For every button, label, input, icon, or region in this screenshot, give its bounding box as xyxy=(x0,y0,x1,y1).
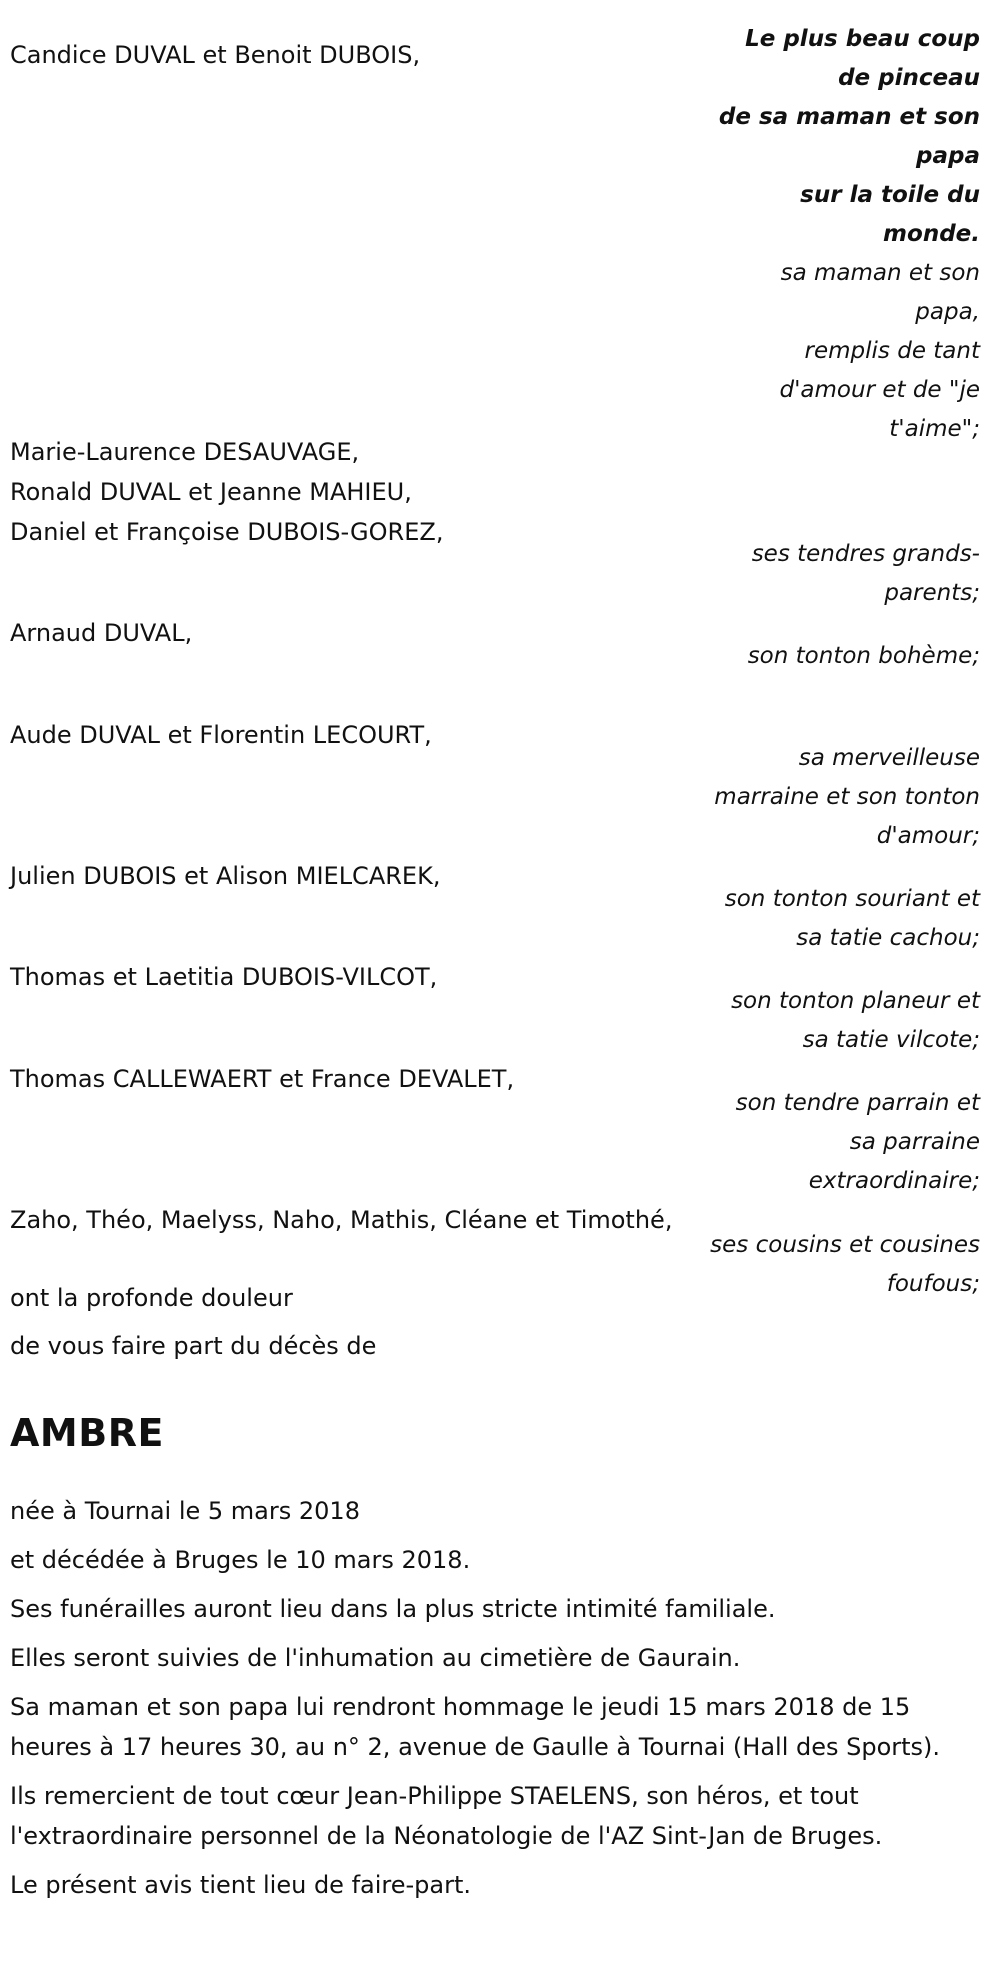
body-paragraph: Ils remercient de tout cœur Jean-Philippe STAELENS, son héros, et tout l'extraordinaire personnel de la Néonatologie de l'AZ Sint-Jan de Bruges. xyxy=(10,1782,883,1850)
grandparent-line: Ronald DUVAL et Jeanne MAHIEU, xyxy=(10,478,412,506)
parents-description: remplis de tant d'amour et de "je t'aime"; xyxy=(779,338,980,442)
grandparent-line: Marie-Laurence DESAUVAGE, xyxy=(10,438,360,466)
poem-line: sur la toile du monde. xyxy=(800,182,980,247)
body-paragraph: née à Tournai le 5 mars 2018 xyxy=(10,1497,360,1525)
grandparents-names xyxy=(10,432,443,552)
poem xyxy=(710,20,980,449)
uncle-julien: Julien DUBOIS et Alison MIELCAREK, xyxy=(10,862,441,890)
uncle-thomas: Thomas et Laetitia DUBOIS-VILCOT, xyxy=(10,963,438,991)
grandparents-role: ses tendres grands-parents; xyxy=(751,541,980,606)
announcement-line: de vous faire part du décès de xyxy=(10,1332,377,1360)
godmother-names: Aude DUVAL et Florentin LECOURT, xyxy=(10,721,432,749)
poem-line: de sa maman et son papa xyxy=(718,104,980,169)
godfather-names: Thomas CALLEWAERT et France DEVALET, xyxy=(10,1065,515,1093)
uncle-arnaud-role: son tonton bohème; xyxy=(747,643,980,669)
uncle-arnaud: Arnaud DUVAL, xyxy=(10,619,193,647)
announcement-line: ont la profonde douleur xyxy=(10,1284,293,1312)
parents-role: sa maman et son papa, xyxy=(780,260,980,325)
body-paragraph: Le présent avis tient lieu de faire-part. xyxy=(10,1871,472,1899)
godfather-role: son tendre parrain et sa parraine extraordinaire; xyxy=(735,1090,980,1194)
announcement xyxy=(10,1278,376,1366)
deceased-name: AMBRE xyxy=(10,1411,164,1455)
parents-names: Candice DUVAL et Benoit DUBOIS, xyxy=(10,41,421,69)
body-paragraph: Ses funérailles auront lieu dans la plus stricte intimité familiale. xyxy=(10,1595,776,1623)
poem-line: Le plus beau coup de pinceau xyxy=(745,26,980,91)
body-paragraph: Elles seront suivies de l'inhumation au cimetière de Gaurain. xyxy=(10,1644,741,1672)
grandparent-line: Daniel et Françoise DUBOIS-GOREZ, xyxy=(10,518,444,546)
body-paragraph: et décédée à Bruges le 10 mars 2018. xyxy=(10,1546,471,1574)
body-paragraph: Sa maman et son papa lui rendront hommage le jeudi 15 mars 2018 de 15 heures à 17 heures 30, au n° 2, avenue de Gaulle à Tournai (Hall des Sports). xyxy=(10,1693,941,1761)
uncle-julien-role: son tonton souriant et sa tatie cachou; xyxy=(724,886,980,951)
uncle-thomas-role: son tonton planeur et sa tatie vilcote; xyxy=(731,988,980,1053)
cousins-role: ses cousins et cousines foufous; xyxy=(710,1232,980,1297)
godmother-role: sa merveilleuse marraine et son tonton d'amour; xyxy=(714,745,980,849)
announcement-body xyxy=(10,1491,980,1914)
cousins-names: Zaho, Théo, Maelyss, Naho, Mathis, Cléane et Timothé, xyxy=(10,1206,673,1234)
